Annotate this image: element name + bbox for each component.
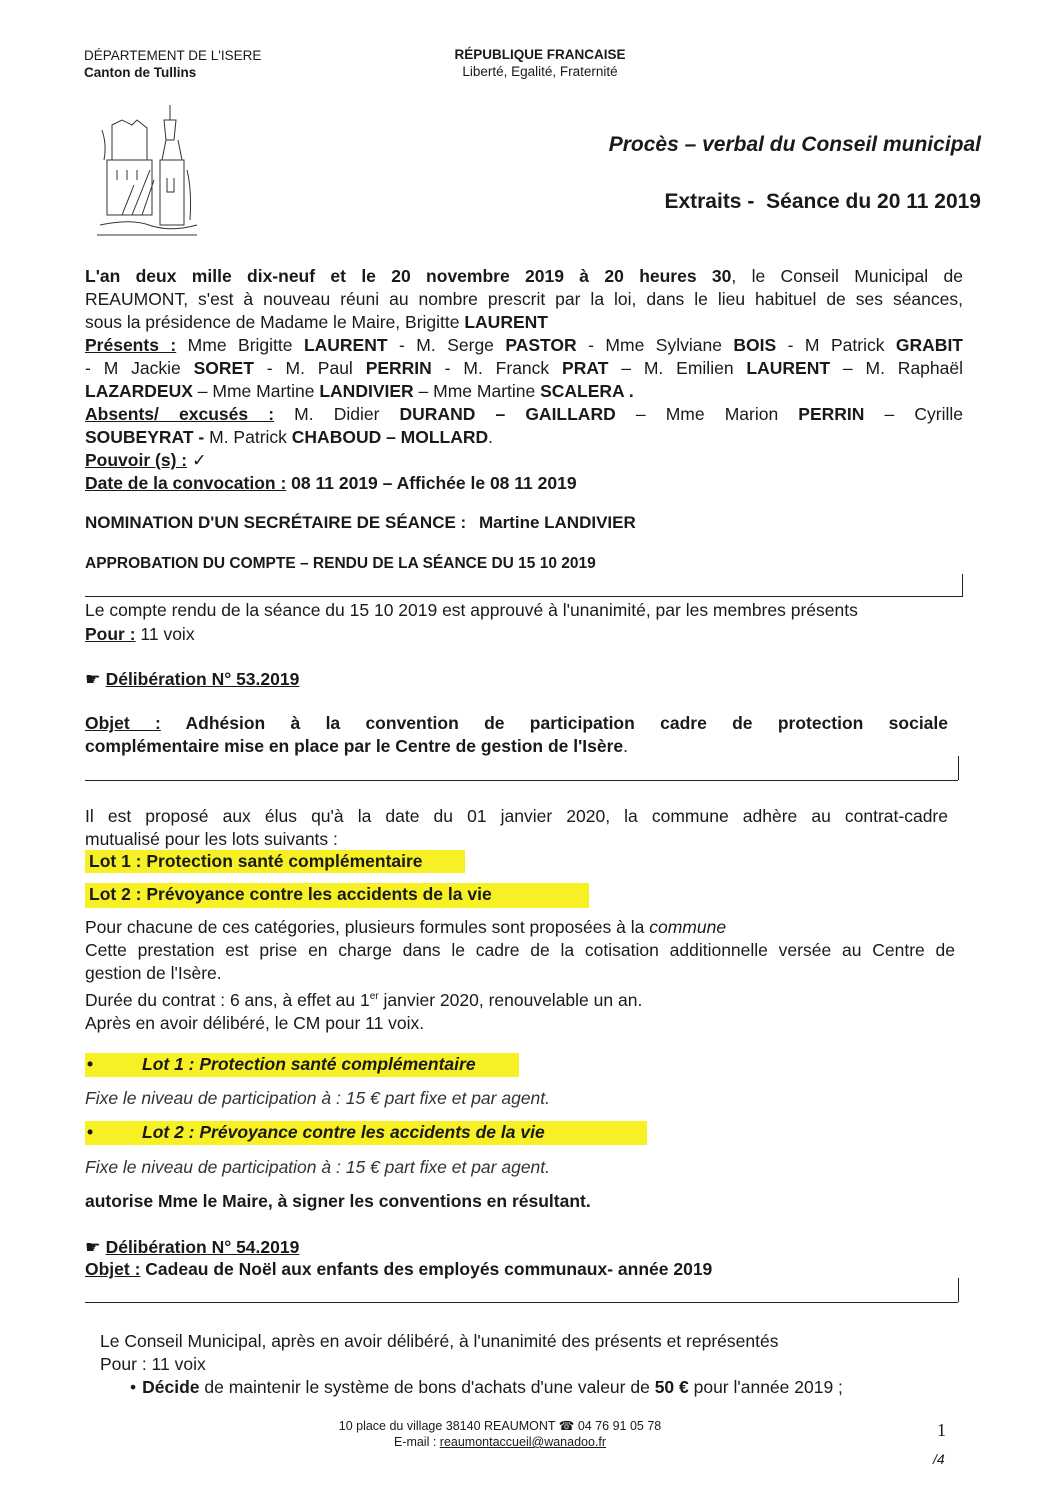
footer-address: 10 place du village 38140 REAUMONT ☎ 04 76 91 05 78 [338,1419,662,1433]
page-total: /4 [933,1451,945,1467]
village-logo [92,100,202,240]
bullet-icon: • [87,1054,94,1074]
divider [958,756,959,780]
lot-2-highlight: Lot 2 : Prévoyance contre les accidents de la vie [85,883,589,908]
delib-53-title: ☛ Délibération N° 53.2019 [85,669,300,689]
divider [85,596,963,597]
convocation-line: Date de la convocation : 08 11 2019 – Affichée le 08 11 2019 [85,473,577,493]
republic-name: RÉPUBLIQUE FRANCAISE [454,47,626,62]
lot-1-decision: • Lot 1 : Protection santé complémentaire [85,1053,519,1077]
pointing-hand-icon: ☛ [85,1237,101,1257]
intro-block [85,265,963,495]
department-name: DÉPARTEMENT DE L'ISERE [84,48,262,63]
delib-54-decision: • Décide de maintenir le système de bons d'achats d'une valeur de 50 € pour l'année 2019 ; [130,1377,843,1397]
objet-label: Objet : [85,713,161,733]
presents-label: Présents : [85,335,177,355]
delib-53-details: Pour chacune de ces catégories, plusieurs formules sont proposées à la commune Cette prestation est prise en charge dans le cadre de la cotisation additionnelle versée au Centre de gestion de l'Isère. Durée du contrat : 6 ans, à effet au 1er janvier 2020, renouvelable un an. Après en avoir délibéré, le CM pour 11 voix. [85,917,955,1033]
lot-2-participation: Fixe le niveau de participation à : 15 € part fixe et par agent. [85,1157,551,1177]
delib-53-objet: Objet : Adhésion à la convention de participation cadre de protection sociale complémentaire mise en place par le Centre de gestion de l'Isère. [85,713,949,756]
presents-line-3: LAZARDEUX – Mme Martine LANDIVIER – Mme Martine SCALERA . [85,381,634,401]
absents-line-1: Absents/ excusés : M. Didier DURAND – GAILLARD – Mme Marion PERRIN – Cyrille [85,404,963,424]
presents-line-1: Présents : Mme Brigitte LAURENT - M. Serge PASTOR - Mme Sylviane BOIS - M Patrick GRABIT [85,335,963,355]
document-title: Procès – verbal du Conseil municipal [608,133,981,156]
lot-2-decision: • Lot 2 : Prévoyance contre les accidents de la vie [85,1121,647,1145]
presents-line-2: - M Jackie SORET - M. Paul PERRIN - M. Franck PRAT – M. Emilien LAURENT – M. Raphaël [85,358,963,378]
absents-label: Absents/ excusés : [85,404,275,424]
objet-label: Objet : [85,1259,141,1279]
footer-address-block [280,1418,720,1450]
intro-line-2: REAUMONT, s'est à nouveau réuni au nombre prescrit par la loi, dans le lieu habituel de ses séances, [85,289,963,309]
delib-54-title: ☛ Délibération N° 54.2019 [85,1237,300,1257]
session-line [664,190,981,214]
delib-54-body: Le Conseil Municipal, après en avoir délibéré, à l'unanimité des présents et représentés Pour : 11 voix [100,1331,779,1374]
footer-email-line: E-mail : reaumontaccueil@wanadoo.fr [393,1435,607,1449]
authorization: autorise Mme le Maire, à signer les conventions en résultant. [85,1191,591,1211]
pouvoir-label: Pouvoir (s) : [85,450,188,470]
absents-line-2: SOUBEYRAT - M. Patrick CHABOUD – MOLLARD. [85,427,494,447]
extracts-label: Extraits - [664,190,755,213]
canton-name: Canton de Tullins [84,65,197,80]
approval-heading: APPROBATION DU COMPTE – RENDU DE LA SÉANCE DU 15 10 2019 [85,555,596,572]
intro-line-1: L'an deux mille dix-neuf et le 20 novembre 2019 à 20 heures 30, le Conseil Municipal de [85,266,963,286]
republic-motto: Liberté, Egalité, Fraternité [462,64,618,79]
session-date: Séance du 20 11 2019 [766,190,981,213]
divider [85,780,958,781]
lot-1-highlight: Lot 1 : Protection santé complémentaire [85,850,465,873]
convocation-label: Date de la convocation : [85,473,287,493]
church-sketch-icon [92,100,202,240]
secretary-label: NOMINATION D'UN SECRÉTAIRE DE SÉANCE : [85,513,467,532]
lot-1-participation: Fixe le niveau de participation à : 15 € part fixe et par agent. [85,1088,551,1108]
pouvoir-line [85,449,963,472]
page-number: 1 [937,1420,946,1440]
approval-pour: Pour : 11 voix [85,624,195,644]
divider [962,574,963,596]
pointing-hand-icon: ☛ [85,669,101,689]
email-link[interactable]: reaumontaccueil@wanadoo.fr [439,1435,607,1449]
secretary-line [85,511,636,534]
divider [958,1278,959,1302]
divider [85,1302,958,1303]
department-block [84,47,261,81]
republic-block [440,46,640,80]
intro-line-3: sous la présidence de Madame le Maire, Brigitte LAURENT [85,312,548,332]
bullet-icon: • [87,1122,94,1142]
delib-53-intro: Il est proposé aux élus qu'à la date du 01 janvier 2020, la commune adhère au contrat-cadre mutualisé pour les lots suivants : [85,806,948,849]
bullet-icon: • [130,1377,137,1397]
checkmark-icon: ✓ [187,450,207,470]
secretary-name: Martine LANDIVIER [478,513,636,532]
approval-text: Le compte rendu de la séance du 15 10 2019 est approuvé à l'unanimité, par les membres présents [85,600,858,620]
delib-54-objet: Objet : Cadeau de Noël aux enfants des employés communaux- année 2019 [85,1259,713,1279]
